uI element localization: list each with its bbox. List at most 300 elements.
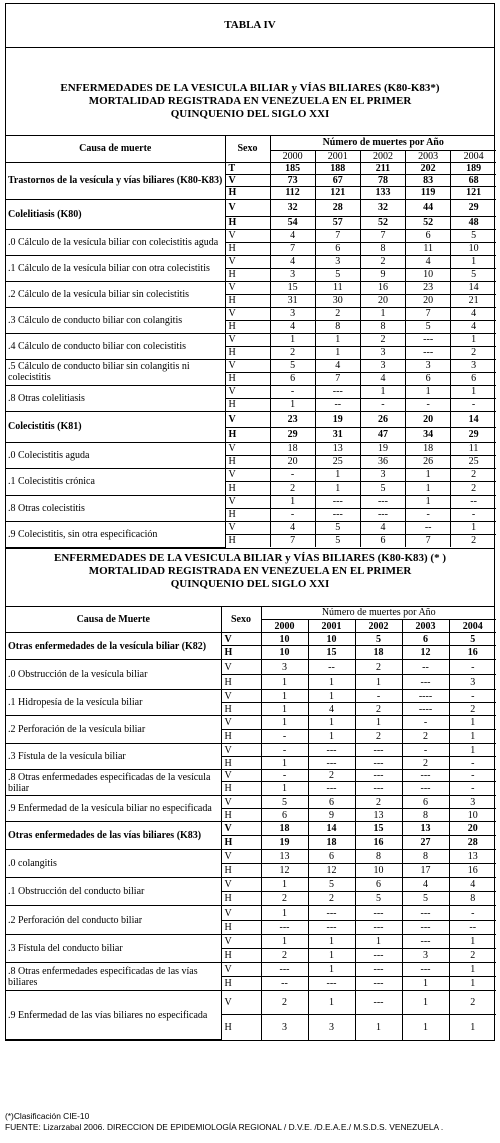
value-cell: 4 bbox=[402, 878, 449, 892]
value-cell: 8 bbox=[402, 809, 449, 822]
value-cell: - bbox=[261, 730, 308, 744]
value-cell: --- bbox=[402, 906, 449, 921]
value-cell: 2 bbox=[451, 468, 496, 481]
sex-cell: V bbox=[225, 307, 270, 320]
cause-cell: .8 Otras enfermedades especificadas de la vesícula biliar bbox=[6, 770, 221, 796]
value-cell: 1 bbox=[315, 481, 360, 495]
value-cell: 9 bbox=[360, 268, 405, 281]
value-cell: --- bbox=[402, 963, 449, 977]
value-cell: 36 bbox=[360, 455, 405, 468]
value-cell: 29 bbox=[451, 199, 496, 216]
value-cell: 78 bbox=[360, 174, 405, 186]
value-cell: 27 bbox=[402, 836, 449, 850]
value-cell: 1 bbox=[270, 333, 315, 346]
sex-cell: V bbox=[225, 199, 270, 216]
value-cell: -- bbox=[308, 660, 355, 675]
value-cell: 2 bbox=[360, 333, 405, 346]
value-cell: 1 bbox=[261, 757, 308, 770]
sex-cell: V bbox=[225, 521, 270, 534]
value-cell: 2 bbox=[451, 346, 496, 359]
value-cell: 5 bbox=[315, 521, 360, 534]
sex-cell: V bbox=[221, 991, 261, 1015]
table-row bbox=[6, 229, 496, 242]
value-cell: 121 bbox=[451, 186, 496, 199]
value-cell: --- bbox=[406, 346, 451, 359]
value-cell: 6 bbox=[315, 242, 360, 255]
value-cell: 14 bbox=[451, 411, 496, 427]
cause-cell: .0 colangitis bbox=[6, 850, 221, 878]
value-cell: 2 bbox=[261, 949, 308, 963]
value-cell: 1 bbox=[406, 385, 451, 398]
value-cell: 17 bbox=[402, 864, 449, 878]
sex-cell: V bbox=[225, 411, 270, 427]
table-row bbox=[6, 878, 496, 892]
value-cell: --- bbox=[308, 906, 355, 921]
value-cell: - bbox=[449, 690, 496, 703]
value-cell: 2 bbox=[355, 730, 402, 744]
value-cell: 1 bbox=[261, 690, 308, 703]
value-cell: -- bbox=[261, 977, 308, 991]
value-cell: 6 bbox=[261, 809, 308, 822]
value-cell: 18 bbox=[406, 442, 451, 455]
value-cell: 5 bbox=[261, 796, 308, 809]
sex-cell: H bbox=[221, 646, 261, 660]
cause-cell: .9 Colecistitis, sin otra especificación bbox=[6, 521, 225, 547]
sex-cell: V bbox=[225, 468, 270, 481]
value-cell: 29 bbox=[451, 427, 496, 442]
value-cell: 6 bbox=[451, 372, 496, 385]
table-row bbox=[6, 822, 496, 836]
value-cell: 3 bbox=[360, 359, 405, 372]
value-cell: 1 bbox=[406, 481, 451, 495]
value-cell: 8 bbox=[315, 320, 360, 333]
value-cell: 12 bbox=[402, 646, 449, 660]
footer bbox=[5, 1111, 497, 1133]
cause-cell: .1 Obstrucción del conducto biliar bbox=[6, 878, 221, 906]
value-cell: 8 bbox=[449, 892, 496, 906]
sex-cell: V bbox=[221, 935, 261, 949]
value-cell: 1 bbox=[315, 468, 360, 481]
value-cell: --- bbox=[355, 991, 402, 1015]
value-cell: --- bbox=[355, 906, 402, 921]
value-cell: 1 bbox=[315, 346, 360, 359]
value-cell: 202 bbox=[406, 162, 451, 174]
value-cell: 112 bbox=[270, 186, 315, 199]
table-row bbox=[6, 359, 496, 372]
value-cell: 44 bbox=[406, 199, 451, 216]
value-cell: - bbox=[261, 770, 308, 782]
value-cell: 13 bbox=[261, 850, 308, 864]
value-cell: --- bbox=[315, 385, 360, 398]
cause-cell: .2 Perforación del conducto biliar bbox=[6, 906, 221, 935]
sex-cell: V bbox=[225, 333, 270, 346]
value-cell: 20 bbox=[270, 455, 315, 468]
sex-cell: V bbox=[221, 850, 261, 864]
cause-cell: .9 Enfermedad de la vesícula biliar no especificada bbox=[6, 796, 221, 822]
value-cell: 2 bbox=[449, 703, 496, 716]
value-cell: --- bbox=[402, 782, 449, 796]
value-cell: 34 bbox=[406, 427, 451, 442]
sex-cell: H bbox=[221, 809, 261, 822]
value-cell: 1 bbox=[451, 255, 496, 268]
value-cell: 16 bbox=[449, 864, 496, 878]
value-cell: 26 bbox=[360, 411, 405, 427]
value-cell: 5 bbox=[451, 229, 496, 242]
header-deaths-per-year: Número de muertes por Año bbox=[270, 136, 496, 150]
value-cell: 188 bbox=[315, 162, 360, 174]
sex-cell: H bbox=[225, 508, 270, 521]
sex-cell: H bbox=[225, 242, 270, 255]
table-row bbox=[6, 411, 496, 427]
header-year: 2002 bbox=[355, 620, 402, 633]
value-cell: 2 bbox=[308, 892, 355, 906]
value-cell: --- bbox=[355, 770, 402, 782]
value-cell: 119 bbox=[406, 186, 451, 199]
value-cell: 10 bbox=[261, 646, 308, 660]
table-row bbox=[6, 991, 496, 1015]
value-cell: 10 bbox=[451, 242, 496, 255]
value-cell: --- bbox=[355, 921, 402, 935]
value-cell: 211 bbox=[360, 162, 405, 174]
value-cell: 1 bbox=[261, 935, 308, 949]
value-cell: 1 bbox=[308, 991, 355, 1015]
value-cell: 32 bbox=[270, 199, 315, 216]
mortality-table-1 bbox=[6, 136, 496, 548]
value-cell: 7 bbox=[315, 229, 360, 242]
footnote: (*)Clasificación CIE-10 bbox=[5, 1111, 90, 1121]
value-cell: 18 bbox=[355, 646, 402, 660]
table-row bbox=[6, 850, 496, 864]
value-cell: --- bbox=[355, 757, 402, 770]
value-cell: - bbox=[451, 398, 496, 411]
value-cell: - bbox=[449, 660, 496, 675]
value-cell: 19 bbox=[261, 836, 308, 850]
value-cell: 31 bbox=[315, 427, 360, 442]
value-cell: 15 bbox=[308, 646, 355, 660]
value-cell: 67 bbox=[315, 174, 360, 186]
value-cell: 4 bbox=[406, 255, 451, 268]
value-cell: 5 bbox=[360, 481, 405, 495]
value-cell: 3 bbox=[308, 1015, 355, 1040]
section2-title-line: ENFERMEDADES DE LA VESICULA BILIAR y VÍAS BILIARES (K80-K83) (* ) bbox=[54, 551, 446, 564]
value-cell: 1 bbox=[402, 991, 449, 1015]
value-cell: 3 bbox=[270, 307, 315, 320]
value-cell: ---- bbox=[402, 690, 449, 703]
value-cell: 52 bbox=[360, 216, 405, 229]
cause-cell: .8 Otras enfermedades especificadas de las vías biliares bbox=[6, 963, 221, 991]
value-cell: 3 bbox=[449, 796, 496, 809]
table-row bbox=[6, 468, 496, 481]
value-cell: 4 bbox=[270, 229, 315, 242]
value-cell: --- bbox=[355, 977, 402, 991]
value-cell: 1 bbox=[261, 782, 308, 796]
section2-title-line: MORTALIDAD REGISTRADA EN VENEZUELA EN EL PRIMER bbox=[88, 564, 412, 577]
value-cell: 3 bbox=[360, 468, 405, 481]
value-cell: 15 bbox=[355, 822, 402, 836]
value-cell: 5 bbox=[406, 320, 451, 333]
sex-cell: V bbox=[225, 255, 270, 268]
value-cell: --- bbox=[355, 963, 402, 977]
value-cell: 13 bbox=[402, 822, 449, 836]
table-row bbox=[6, 963, 496, 977]
value-cell: 19 bbox=[315, 411, 360, 427]
value-cell: 19 bbox=[360, 442, 405, 455]
value-cell: 3 bbox=[402, 949, 449, 963]
table-row bbox=[6, 333, 496, 346]
sex-cell: V bbox=[221, 796, 261, 809]
value-cell: --- bbox=[406, 333, 451, 346]
value-cell: 13 bbox=[355, 809, 402, 822]
value-cell: 3 bbox=[406, 359, 451, 372]
sex-cell: H bbox=[221, 1015, 261, 1040]
value-cell: 4 bbox=[451, 320, 496, 333]
value-cell: 29 bbox=[270, 427, 315, 442]
sex-cell: H bbox=[225, 455, 270, 468]
sex-cell: V bbox=[225, 229, 270, 242]
value-cell: 2 bbox=[402, 730, 449, 744]
cause-cell: Otras enfermedades de la vesícula biliar (K82) bbox=[6, 633, 221, 660]
value-cell: 1 bbox=[261, 703, 308, 716]
value-cell: 121 bbox=[315, 186, 360, 199]
value-cell: 2 bbox=[449, 949, 496, 963]
value-cell: 2 bbox=[270, 346, 315, 359]
sex-cell: H bbox=[221, 675, 261, 690]
value-cell: 4 bbox=[270, 521, 315, 534]
value-cell: - bbox=[449, 770, 496, 782]
cause-cell: .0 Cálculo de la vesícula biliar con colecistitis aguda bbox=[6, 229, 225, 255]
table-row bbox=[6, 906, 496, 921]
value-cell: -- bbox=[402, 660, 449, 675]
cause-cell: Colecistitis (K81) bbox=[6, 411, 225, 442]
value-cell: 83 bbox=[406, 174, 451, 186]
table-row bbox=[6, 281, 496, 294]
value-cell: 1 bbox=[308, 716, 355, 730]
sex-cell: V bbox=[225, 359, 270, 372]
value-cell: 6 bbox=[308, 850, 355, 864]
value-cell: 4 bbox=[270, 255, 315, 268]
value-cell: --- bbox=[315, 495, 360, 508]
source-note: FUENTE: Lizarzabal 2006. DIRECCION DE EPIDEMIOLOGÍA REGIONAL / D.V.E. /D.E.A.E./ M.S.D.S. VENEZUELA . bbox=[5, 1122, 444, 1132]
sex-cell: H bbox=[221, 703, 261, 716]
cause-cell: .9 Enfermedad de las vías biliares no especificada bbox=[6, 991, 221, 1040]
value-cell: --- bbox=[360, 508, 405, 521]
sex-cell: H bbox=[221, 836, 261, 850]
value-cell: 54 bbox=[270, 216, 315, 229]
value-cell: 2 bbox=[261, 892, 308, 906]
header-cause: Causa de Muerte bbox=[6, 607, 221, 633]
value-cell: 6 bbox=[308, 796, 355, 809]
sex-cell: V bbox=[225, 495, 270, 508]
value-cell: - bbox=[451, 508, 496, 521]
value-cell: 2 bbox=[315, 307, 360, 320]
sex-cell: V bbox=[225, 281, 270, 294]
header-year: 2003 bbox=[402, 620, 449, 633]
value-cell: 7 bbox=[406, 307, 451, 320]
sex-cell: H bbox=[221, 921, 261, 935]
table-row bbox=[6, 495, 496, 508]
value-cell: 20 bbox=[406, 411, 451, 427]
value-cell: 25 bbox=[451, 455, 496, 468]
value-cell: 20 bbox=[449, 822, 496, 836]
value-cell: 3 bbox=[315, 255, 360, 268]
value-cell: 18 bbox=[270, 442, 315, 455]
value-cell: 2 bbox=[451, 481, 496, 495]
value-cell: 16 bbox=[449, 646, 496, 660]
value-cell: 1 bbox=[355, 935, 402, 949]
table-row bbox=[6, 660, 496, 675]
value-cell: 2 bbox=[360, 255, 405, 268]
value-cell: 2 bbox=[355, 703, 402, 716]
sex-cell: V bbox=[221, 822, 261, 836]
header-sex: Sexo bbox=[221, 607, 261, 633]
cause-cell: .3 Fístula de la vesícula biliar bbox=[6, 744, 221, 770]
value-cell: 5 bbox=[355, 892, 402, 906]
value-cell: 6 bbox=[355, 878, 402, 892]
value-cell: 16 bbox=[360, 281, 405, 294]
value-cell: 1 bbox=[451, 333, 496, 346]
header-year: 2001 bbox=[315, 150, 360, 162]
value-cell: 1 bbox=[449, 1015, 496, 1040]
value-cell: - bbox=[449, 906, 496, 921]
section1-title-line: QUINQUENIO DEL SIGLO XXI bbox=[170, 108, 330, 120]
value-cell: 1 bbox=[308, 935, 355, 949]
value-cell: --- bbox=[402, 675, 449, 690]
value-cell: 20 bbox=[360, 294, 405, 307]
sex-cell: H bbox=[221, 892, 261, 906]
cause-cell: Trastornos de la vesícula y vías biliares (K80-K83) bbox=[6, 162, 225, 199]
value-cell: 10 bbox=[261, 633, 308, 646]
value-cell: 1 bbox=[360, 385, 405, 398]
value-cell: 1 bbox=[355, 1015, 402, 1040]
value-cell: -- bbox=[449, 921, 496, 935]
section1-title bbox=[6, 48, 494, 136]
value-cell: 1 bbox=[449, 977, 496, 991]
value-cell: --- bbox=[355, 949, 402, 963]
value-cell: 3 bbox=[449, 675, 496, 690]
value-cell: 3 bbox=[451, 359, 496, 372]
table-row bbox=[6, 716, 496, 730]
sex-cell: V bbox=[225, 385, 270, 398]
value-cell: 8 bbox=[360, 320, 405, 333]
value-cell: 10 bbox=[308, 633, 355, 646]
value-cell: 4 bbox=[451, 307, 496, 320]
value-cell: 26 bbox=[406, 455, 451, 468]
cause-cell: Otras enfermedades de las vías biliares (K83) bbox=[6, 822, 221, 850]
sex-cell: V bbox=[221, 744, 261, 757]
sex-cell: V bbox=[221, 660, 261, 675]
value-cell: - bbox=[406, 508, 451, 521]
value-cell: --- bbox=[308, 782, 355, 796]
value-cell: 1 bbox=[315, 333, 360, 346]
table-row bbox=[6, 521, 496, 534]
sex-cell: V bbox=[221, 770, 261, 782]
value-cell: 52 bbox=[406, 216, 451, 229]
value-cell: 25 bbox=[315, 455, 360, 468]
value-cell: 4 bbox=[270, 320, 315, 333]
value-cell: 28 bbox=[449, 836, 496, 850]
sex-cell: H bbox=[225, 320, 270, 333]
value-cell: 1 bbox=[449, 935, 496, 949]
value-cell: --- bbox=[261, 921, 308, 935]
value-cell: 10 bbox=[449, 809, 496, 822]
sex-cell: V bbox=[221, 716, 261, 730]
section2-title bbox=[6, 548, 494, 607]
value-cell: 185 bbox=[270, 162, 315, 174]
value-cell: 47 bbox=[360, 427, 405, 442]
value-cell: - bbox=[449, 782, 496, 796]
header-year: 2000 bbox=[270, 150, 315, 162]
value-cell: 16 bbox=[355, 836, 402, 850]
value-cell: 1 bbox=[449, 730, 496, 744]
value-cell: 1 bbox=[270, 398, 315, 411]
table-row bbox=[6, 633, 496, 646]
value-cell: 30 bbox=[315, 294, 360, 307]
table-row bbox=[6, 935, 496, 949]
value-cell: --- bbox=[402, 921, 449, 935]
sex-cell: H bbox=[225, 427, 270, 442]
header-year: 2001 bbox=[308, 620, 355, 633]
value-cell: 18 bbox=[308, 836, 355, 850]
sex-cell: H bbox=[225, 372, 270, 385]
value-cell: 5 bbox=[449, 633, 496, 646]
header-year: 2002 bbox=[360, 150, 405, 162]
value-cell: 8 bbox=[402, 850, 449, 864]
header-deaths-per-year: Número de muertes por Año bbox=[261, 607, 496, 620]
cause-cell: .1 Cálculo de la vesícula biliar con otra colecistitis bbox=[6, 255, 225, 281]
value-cell: 5 bbox=[402, 892, 449, 906]
cause-cell: .4 Cálculo de conducto biliar con colecistitis bbox=[6, 333, 225, 359]
value-cell: 3 bbox=[270, 268, 315, 281]
value-cell: 5 bbox=[270, 359, 315, 372]
value-cell: 5 bbox=[308, 878, 355, 892]
value-cell: - bbox=[270, 385, 315, 398]
value-cell: 4 bbox=[360, 372, 405, 385]
value-cell: 1 bbox=[402, 977, 449, 991]
table-row bbox=[6, 442, 496, 455]
value-cell: - bbox=[355, 690, 402, 703]
value-cell: --- bbox=[315, 508, 360, 521]
value-cell: 48 bbox=[451, 216, 496, 229]
sex-cell: H bbox=[221, 864, 261, 878]
value-cell: 18 bbox=[261, 822, 308, 836]
value-cell: 1 bbox=[308, 949, 355, 963]
value-cell: 2 bbox=[355, 796, 402, 809]
value-cell: 1 bbox=[406, 468, 451, 481]
value-cell: --- bbox=[355, 782, 402, 796]
value-cell: --- bbox=[261, 963, 308, 977]
header-year: 2003 bbox=[406, 150, 451, 162]
value-cell: 23 bbox=[270, 411, 315, 427]
value-cell: -- bbox=[406, 521, 451, 534]
value-cell: 31 bbox=[270, 294, 315, 307]
section1-title-line: ENFERMEDADES DE LA VESICULA BILIAR y VÍAS BILIARES (K80-K83*) bbox=[60, 82, 440, 94]
value-cell: 3 bbox=[360, 346, 405, 359]
cause-cell: .2 Perforación de la vesícula biliar bbox=[6, 716, 221, 744]
value-cell: -- bbox=[451, 495, 496, 508]
value-cell: 11 bbox=[315, 281, 360, 294]
value-cell: 3 bbox=[261, 660, 308, 675]
sex-cell: V bbox=[221, 906, 261, 921]
sex-cell: H bbox=[225, 398, 270, 411]
value-cell: - bbox=[406, 398, 451, 411]
value-cell: - bbox=[360, 398, 405, 411]
value-cell: 1 bbox=[270, 495, 315, 508]
cause-cell: .8 Otras colelitiasis bbox=[6, 385, 225, 411]
table-row bbox=[6, 385, 496, 398]
value-cell: 23 bbox=[406, 281, 451, 294]
sex-cell: H bbox=[225, 216, 270, 229]
cause-cell: .3 Cálculo de conducto biliar con colangitis bbox=[6, 307, 225, 333]
